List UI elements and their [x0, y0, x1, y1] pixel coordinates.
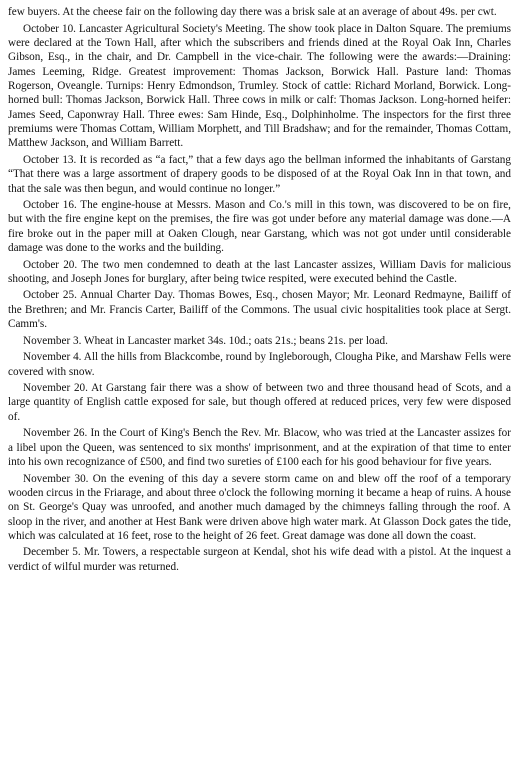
entry-october-25	[8, 288, 511, 331]
entry-text: At Garstang fair there was a show of between two and three thousand head of Scots, and a large quantity of English cattle exposed for sale, but though offered at reduced prices, very few were disposed of.	[8, 382, 511, 423]
entry-text: On the evening of this day a severe storm came on and blew off the roof of a temporary wooden circus in the Friarage, and about three o'clock the following morning it became a heap of ruins. A house on St. George's Quay was unroofed, and another much damaged by the chimneys falling through the roof. A sloop in the river, and another at Hest Bank were driven above high water mark. At Glasson Dock gates the tide, which was calculated at 16 feet, rose to the height of 26 feet. Great damage was done all down the coast.	[8, 472, 511, 542]
entry-date: December 5.	[23, 546, 81, 559]
entry-date: November 3.	[23, 334, 82, 347]
entry-november-26	[8, 426, 511, 469]
entry-date: October 10.	[23, 22, 76, 35]
entry-text: The engine-house at Messrs. Mason and Co.'s mill in this town, was discovered to be on fire, but with the fire engine kept on the premises, the fire was got under before any material damage was done.—A fire broke out in the paper mill at Oaken Clough, near Garstang, which was not got under until considerable damage was done to the works and the building.	[8, 199, 511, 255]
entry-text: few buyers. At the cheese fair on the following day there was a brisk sale at an average of about 49s. per cwt.	[8, 6, 497, 18]
entry-text: In the Court of King's Bench the Rev. Mr. Blacow, who was tried at the Lancaster assizes for a libel upon the Queen, was sentenced to six months' imprisonment, and at the expiration of that time to enter into his own recognizance of £500, and find two sureties of £100 each for his good behaviour for five years.	[8, 427, 511, 468]
entry-december-5	[8, 545, 511, 574]
entry-date: November 26.	[23, 427, 88, 440]
entry-date: November 4.	[23, 351, 82, 364]
entry-october-16	[8, 198, 511, 255]
entry-date: October 20.	[23, 258, 78, 271]
entry-text: Wheat in Lancaster market 34s. 10d.; oats 21s.; beans 21s. per load.	[84, 334, 388, 347]
entry-text: Lancaster Agricultural Society's Meeting. The show took place in Dalton Square. The premiums were declared at the Town Hall, after which the subscribers and friends dined at the Royal Oak Inn, Charles Gibson, Esq., in the chair, and Dr. Campbell in the vice-chair. The following were the awards:—Draining: James Leeming, Ridge. Greatest improvement: Thomas Jackson, Borwick Hall. Pasture land: Thomas Rogerson, Oveangle. Turnips: Henry Edmondson, Trumley. Stock of cattle: Richard Morland, Borwick. Long-horned bull: Thomas Jackson, Borwick Hall. Three cows in milk or calf: Thomas Jackson. Long-horned heifer: James Seed, Caponwray Hall. Three ewes: Sam Hinde, Esq., Dolphinholme. The inspectors for the first three premiums were Thomas Cottam, William Morphett, and Till Bradshaw; and for the remainder, Thomas Cottam, Matthew Jackson, and William Barrett.	[8, 22, 512, 150]
entry-november-20	[8, 381, 511, 424]
entry-november-30	[8, 472, 511, 544]
entry-text: Mr. Towers, a respectable surgeon at Kendal, shot his wife dead with a pistol. At the inquest a verdict of wilful murder was returned.	[8, 546, 511, 573]
entry-date: October 16.	[23, 199, 77, 212]
entry-date: November 20.	[23, 382, 88, 395]
entry-continuation	[8, 5, 511, 19]
entry-text: The two men condemned to death at the last Lancaster assizes, William Davis for malicious shooting, and Joseph Jones for burglary, after being twice respited, were executed behind the Castle.	[8, 258, 511, 285]
entry-text: All the hills from Blackcombe, round by Ingleborough, Clougha Pike, and Marshaw Fells were covered with snow.	[8, 351, 511, 378]
entry-october-13	[8, 153, 511, 196]
entry-october-10	[8, 22, 511, 151]
entry-october-20	[8, 258, 511, 287]
entry-date: October 13.	[23, 153, 77, 166]
entry-date: November 30.	[23, 472, 89, 485]
entry-text: Annual Charter Day. Thomas Bowes, Esq., chosen Mayor; Mr. Leonard Redmayne, Bailiff of the Brethren; and Mr. Francis Carter, Bailiff of the Commons. The usual civic hospitalities took place at Sergt. Camm's.	[8, 289, 511, 331]
entry-text: It is recorded as “a fact,” that a few days ago the bellman informed the inhabitants of Garstang “That there was a large assortment of drapery goods to be disposed of at the Royal Oak Inn in that town, and that the sale was then begun, and would continue no longer.”	[8, 153, 511, 195]
entry-november-3	[8, 334, 511, 348]
entry-november-4	[8, 350, 511, 379]
entry-date: October 25.	[23, 289, 77, 302]
